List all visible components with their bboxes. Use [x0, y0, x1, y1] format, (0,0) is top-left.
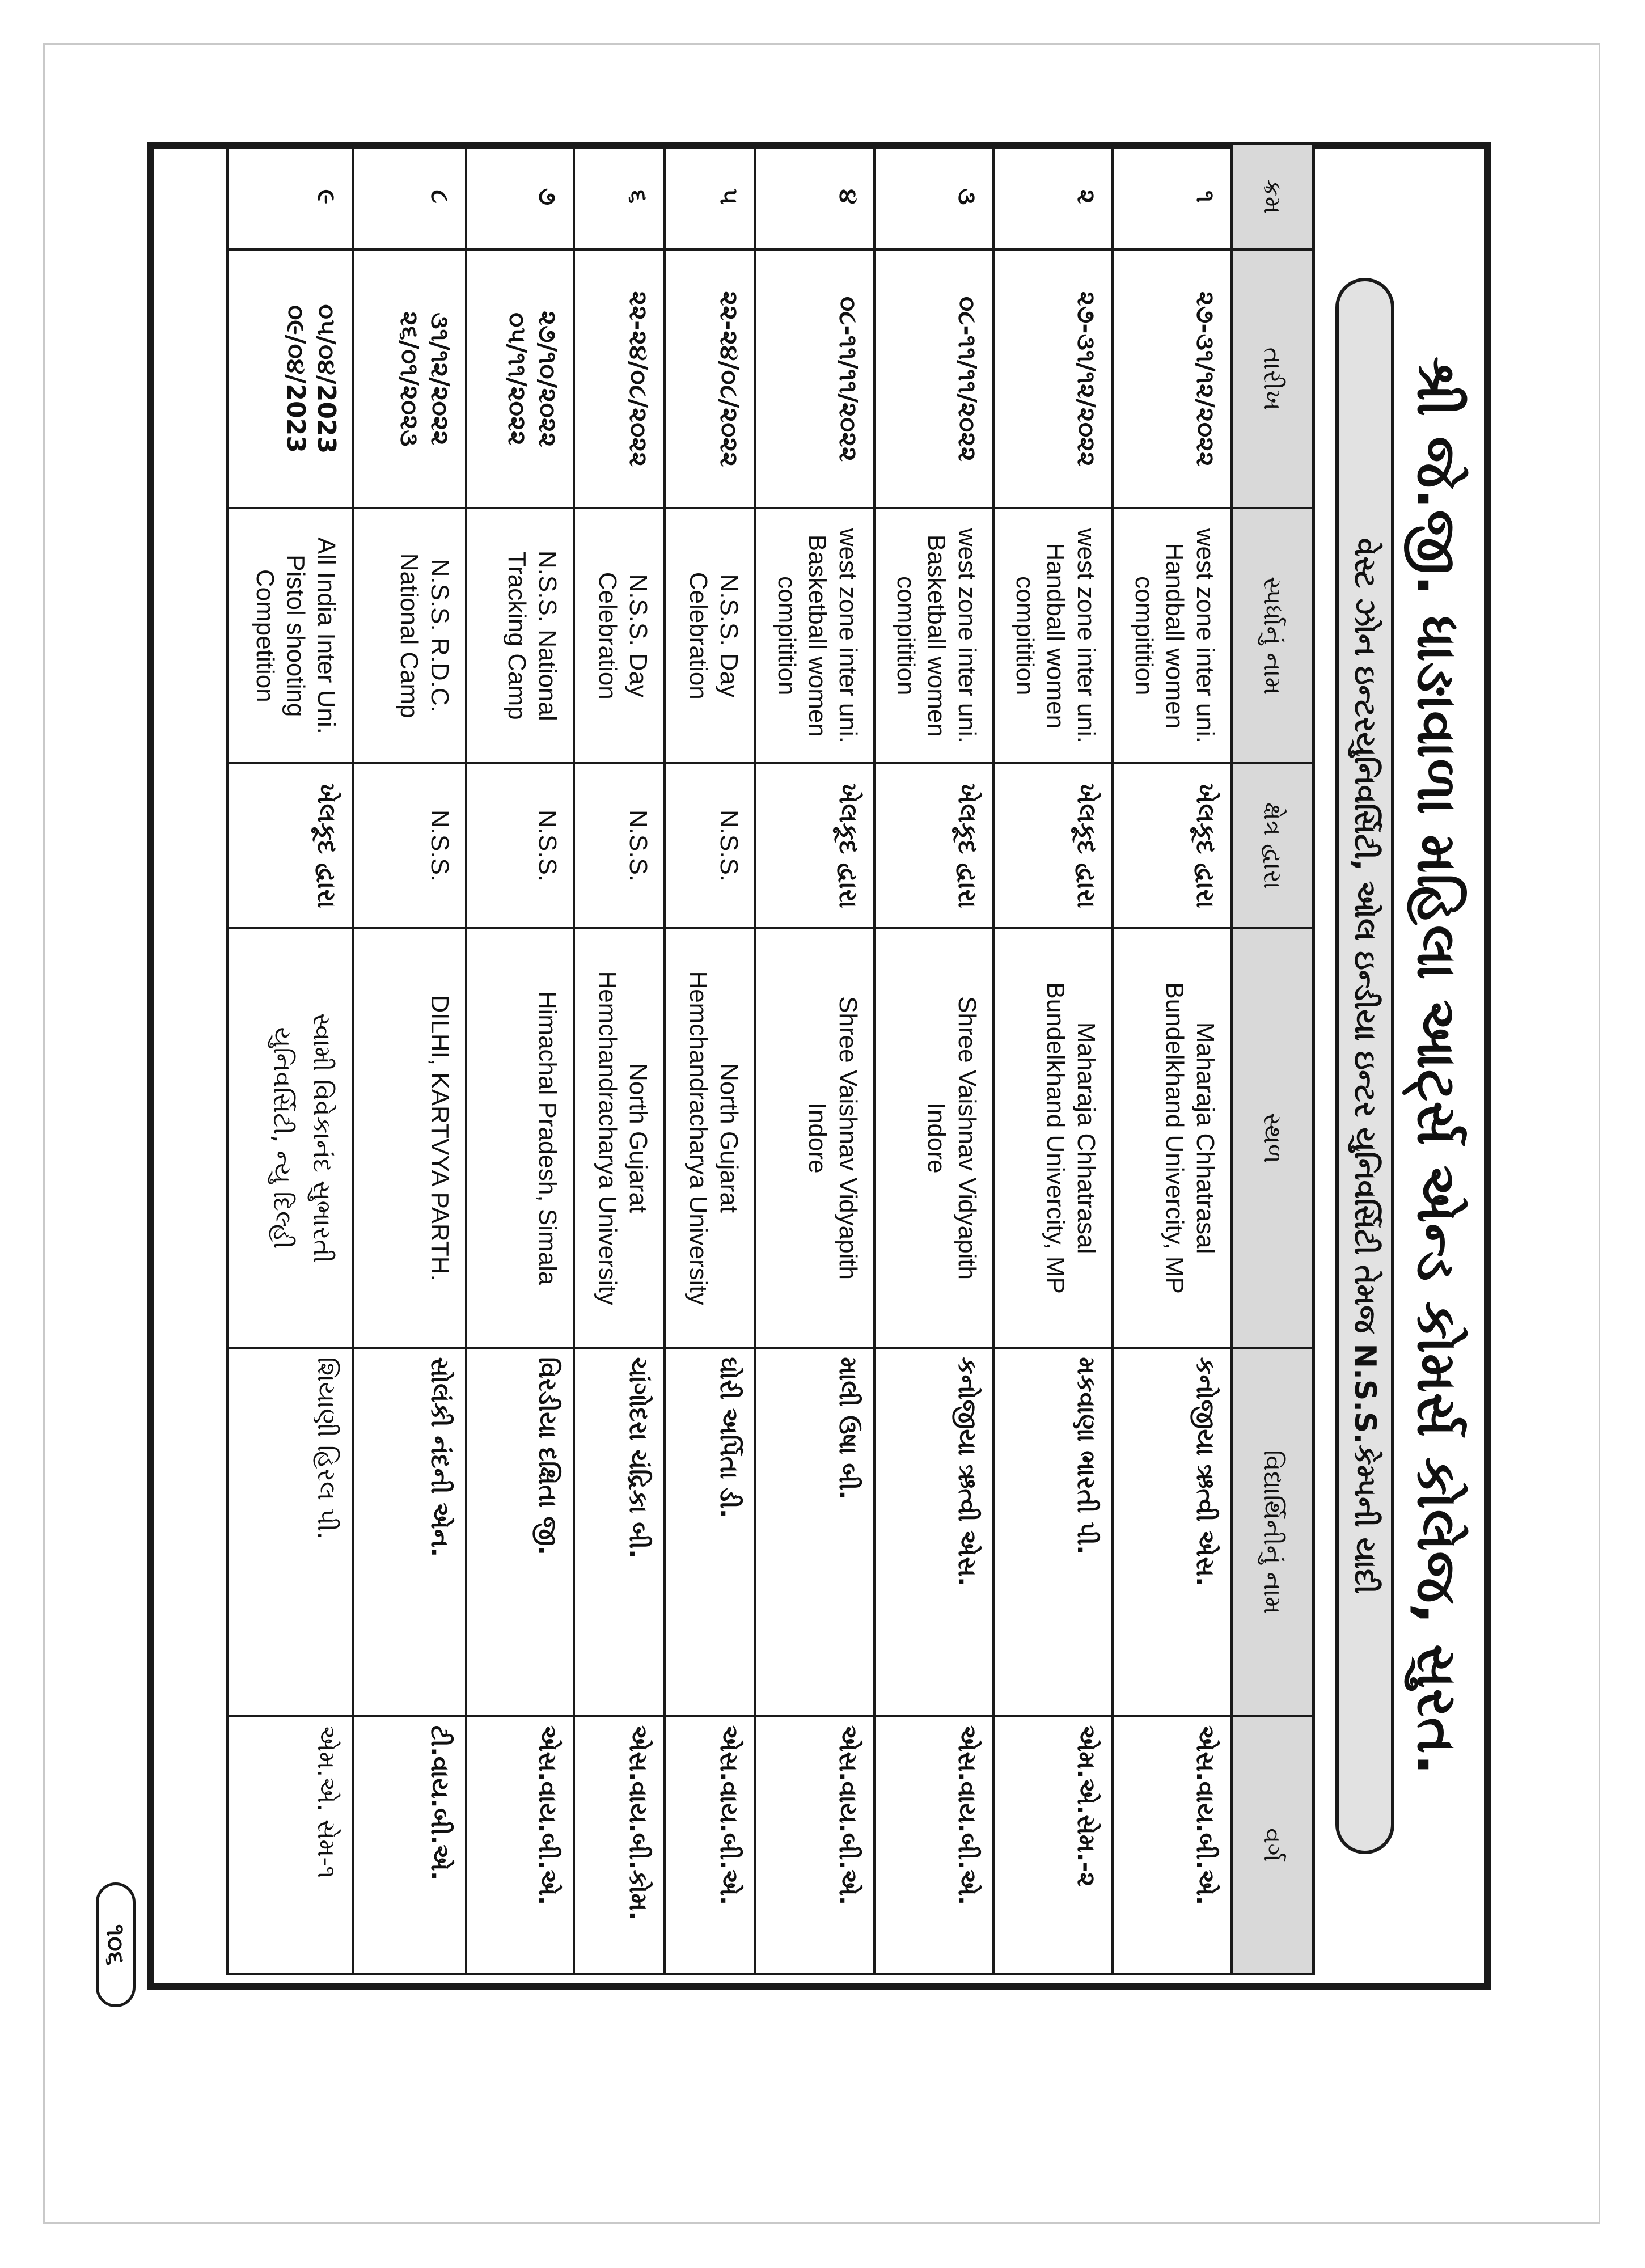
- cell-through: N.S.S.: [353, 763, 466, 928]
- table-row: [466, 143, 574, 1974]
- col-header-sr: ક્રમ: [1232, 143, 1314, 250]
- list-subtitle: વેસ્ટ ઝોન ઇન્ટરયુનિવર્સિટી, ઓલ ઇન્ડીયા ઇન્ટર યુનિવર્સિટી તેમજ N.S.S.કેમ્પની યાદી: [1335, 278, 1394, 1854]
- cell-class: એમ.એ.સેમ.-૨: [993, 1716, 1113, 1974]
- cell-through: ખેલકૂદ દ્વારા: [755, 763, 874, 928]
- cell-place: Himachal Pradesh, Simala: [466, 928, 574, 1348]
- cell-date: ૦૮-૧૧/૧૧/૨૦૨૨: [874, 249, 993, 508]
- col-header-class: વર્ગ: [1232, 1716, 1314, 1974]
- cell-sr: ૭: [466, 143, 574, 250]
- cell-event: N.S.S. Day Celebration: [665, 508, 755, 763]
- cell-date: ૨૭-૩૧/૧૨/૨૦૨૨: [993, 249, 1113, 508]
- cell-place: North Gujarat Hemchandracharya University: [574, 928, 665, 1348]
- college-title: શ્રી જે.જી. ધાઙાવાળા મહિલા આર્ટ્સ એન્ડ કોમર્સ કોલેજ, સુરત.: [1405, 356, 1469, 1776]
- cell-class: ટી.વાય.બી.એ.: [353, 1716, 466, 1974]
- cell-through: ખેલકૂદ દ્વારા: [874, 763, 993, 928]
- cell-sr: ૬: [574, 143, 665, 250]
- cell-through: N.S.S.: [466, 763, 574, 928]
- cell-through: N.S.S.: [665, 763, 755, 928]
- cell-student: શિયાણી હિરલ પી.: [228, 1348, 353, 1716]
- table-row: [574, 143, 665, 1974]
- rotated-sheet: [101, 142, 1491, 1990]
- cell-place: Shree Vaishnav Vidyapith Indore: [755, 928, 874, 1348]
- cell-class: એસ.વાય.બી.એ.: [665, 1716, 755, 1974]
- cell-sr: ૪: [755, 143, 874, 250]
- cell-student: કનોજીયા ઋત્વી એસ.: [1113, 1348, 1232, 1716]
- cell-sr: ૯: [228, 143, 353, 250]
- cell-date: ૨૨-૨૪/૦૮/૨૦૨૨: [665, 249, 755, 508]
- cell-date: ૦૫/૦૪/2023 ૦૯/૦૪/2023: [228, 249, 353, 508]
- cell-event: west zone inter uni. Basketball women compitition: [874, 508, 993, 763]
- cell-event: N.S.S. Day Celebration: [574, 508, 665, 763]
- table-row: [228, 143, 353, 1974]
- col-header-through: ક્ષેત્ર દ્વારા: [1232, 763, 1314, 928]
- col-header-student: વિદ્યાર્થિનીનું નામ: [1232, 1348, 1314, 1716]
- cell-student: વિરડીયા દક્ષિતા જી.: [466, 1348, 574, 1716]
- table-row: [993, 143, 1113, 1974]
- participation-table: [227, 142, 1316, 1975]
- cell-sr: ૧: [1113, 143, 1232, 250]
- cell-through: ખેલકૂદ દ્વારા: [228, 763, 353, 928]
- cell-place: North Gujarat Hemchandracharya University: [665, 928, 755, 1348]
- table-row: [755, 143, 874, 1974]
- cell-student: ચાંગોદરા ચંદ્રિકા બી.: [574, 1348, 665, 1716]
- table-header-row: [1232, 143, 1314, 1974]
- cell-class: એમ.એ. સેમ-૧: [228, 1716, 353, 1974]
- cell-through: ખેલકૂદ દ્વારા: [1113, 763, 1232, 928]
- cell-student: મકવાણા ભારતી પી.: [993, 1348, 1113, 1716]
- cell-event: N.S.S. National Tracking Camp: [466, 508, 574, 763]
- cell-sr: ૫: [665, 143, 755, 250]
- cell-event: All India Inter Uni. Pistol shooting Competition: [228, 508, 353, 763]
- table-row: [665, 143, 755, 1974]
- cell-student: કનોજીયા ઋત્વી એસ.: [874, 1348, 993, 1716]
- cell-date: ૨૨-૨૪/૦૮/૨૦૨૨: [574, 249, 665, 508]
- page-number-badge: ૧૦૬: [96, 1882, 136, 2007]
- table-row: [353, 143, 466, 1974]
- cell-class: એસ.વાય.બી.એ.: [466, 1716, 574, 1974]
- col-header-place: સ્થળ: [1232, 928, 1314, 1348]
- col-header-date: તારીખ: [1232, 249, 1314, 508]
- cell-sr: ૮: [353, 143, 466, 250]
- cell-date: ૩૧/૧૨/૨૦૨૨ ૨૬/૦૧/૨૦૨૩: [353, 249, 466, 508]
- cell-student: ઘોરી અર્પિતા ડી.: [665, 1348, 755, 1716]
- cell-place: Shree Vaishnav Vidyapith Indore: [874, 928, 993, 1348]
- col-header-event: સ્પર્ધાનું નામ: [1232, 508, 1314, 763]
- cell-class: એસ.વાય.બી.એ.: [1113, 1716, 1232, 1974]
- cell-event: N.S.S. R.D.C. National Camp: [353, 508, 466, 763]
- cell-student: સોલંકી નંદની એન.: [353, 1348, 466, 1716]
- cell-sr: ૨: [993, 143, 1113, 250]
- cell-place: Maharaja Chhatrasal Bundelkhand Univercity, MP: [1113, 928, 1232, 1348]
- cell-date: ૦૮-૧૧/૧૧/૨૦૨૨: [755, 249, 874, 508]
- cell-class: એસ.વાય.બી.એ.: [874, 1716, 993, 1974]
- table-row: [874, 143, 993, 1974]
- cell-place: DILHI, KARTVYA PARTH.: [353, 928, 466, 1348]
- cell-class: એસ.વાય.બી.એ.: [755, 1716, 874, 1974]
- cell-class: એસ.વાય.બી.કોમ.: [574, 1716, 665, 1974]
- cell-date: ૨૭/૧૦/૨૦૨૨ ૦૫/૧૧/૨૦૨૨: [466, 249, 574, 508]
- cell-event: west zone inter uni. Basketball women compitition: [755, 508, 874, 763]
- cell-through: N.S.S.: [574, 763, 665, 928]
- cell-event: west zone inter uni. Handball women compitition: [993, 508, 1113, 763]
- cell-event: west zone inter uni. Handball women compitition: [1113, 508, 1232, 763]
- cell-date: ૨૭-૩૧/૧૨/૨૦૨૨: [1113, 249, 1232, 508]
- cell-through: ખેલકૂદ દ્વારા: [993, 763, 1113, 928]
- cell-place: Maharaja Chhatrasal Bundelkhand Univercity, MP: [993, 928, 1113, 1348]
- cell-place: સ્વામી વિવેકાનંદ સુભારતી યુનિવર્સિટી, ન્યુ દિલ્હી: [228, 928, 353, 1348]
- cell-sr: ૩: [874, 143, 993, 250]
- cell-student: માલી ઉષા બી.: [755, 1348, 874, 1716]
- table-row: [1113, 143, 1232, 1974]
